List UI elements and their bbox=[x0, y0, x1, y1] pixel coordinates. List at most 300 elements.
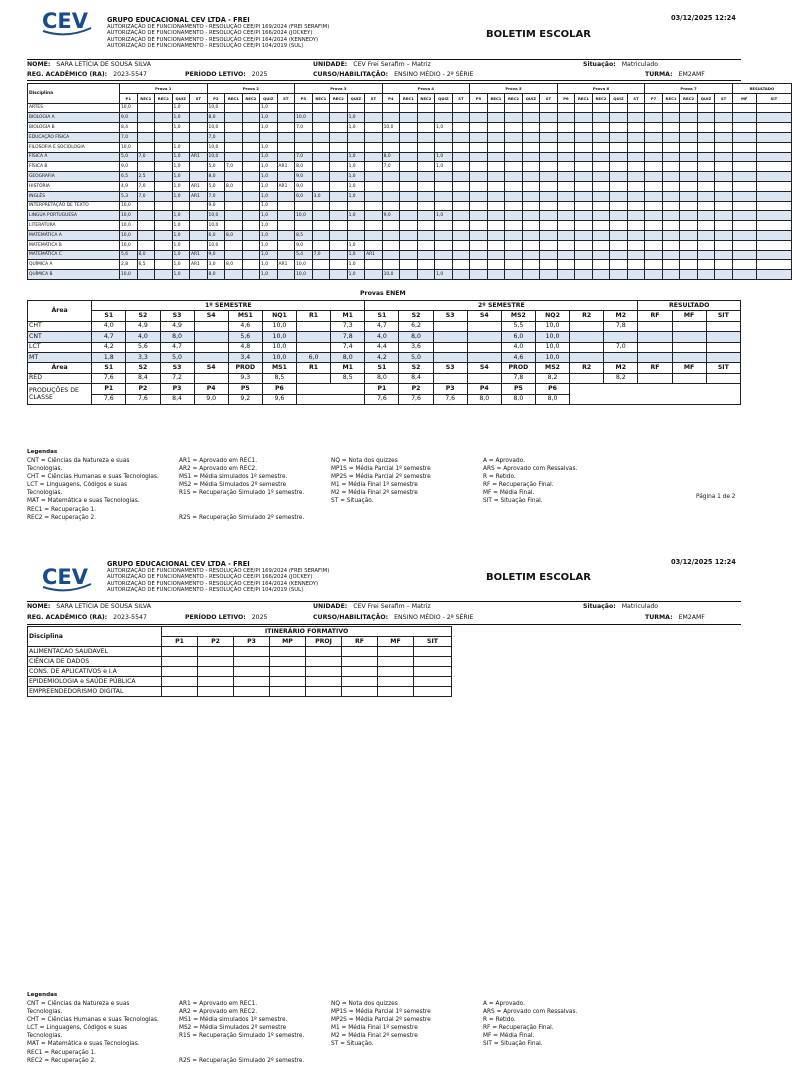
grade-cell bbox=[225, 172, 243, 182]
grade-cell bbox=[715, 142, 733, 152]
itinerary-group-header: ITINERÁRIO FORMATIVO bbox=[162, 627, 452, 637]
grade-cell bbox=[155, 172, 173, 182]
grade-cell bbox=[137, 113, 155, 123]
grade-cell bbox=[610, 211, 628, 221]
authorization-line: AUTORIZAÇÃO DE FUNCIONAMENTO - RESOLUÇÃO CEE/PI 169/2024 (FREI SERAFIM) bbox=[107, 568, 330, 574]
column-header: P5 bbox=[470, 93, 488, 103]
grade-cell: 5,6 bbox=[120, 250, 138, 260]
table-row bbox=[28, 221, 792, 231]
score-cell: 4,0 bbox=[126, 332, 160, 342]
grade-cell: 10,0 bbox=[120, 211, 138, 221]
grade-cell bbox=[400, 230, 418, 240]
grade-cell bbox=[137, 230, 155, 240]
grade-cell bbox=[382, 132, 400, 142]
grade-cell: 6,0 bbox=[207, 230, 225, 240]
grade-cell bbox=[435, 240, 453, 250]
grade-cell bbox=[715, 172, 733, 182]
grade-cell bbox=[715, 152, 733, 162]
grade-cell: 7,0 bbox=[137, 152, 155, 162]
score-cell: 5,6 bbox=[126, 342, 160, 352]
column-header: P1 bbox=[120, 93, 138, 103]
grade-cell bbox=[470, 240, 488, 250]
grade-cell bbox=[715, 162, 733, 172]
production-header bbox=[28, 384, 741, 394]
grade-cell bbox=[645, 250, 663, 260]
table-row bbox=[28, 321, 741, 331]
grade-cell bbox=[435, 181, 453, 191]
grade-cell bbox=[242, 152, 260, 162]
grade-cell bbox=[645, 181, 663, 191]
grade-cell bbox=[234, 657, 270, 667]
column-header: REC1 bbox=[575, 93, 593, 103]
svg-text:CEV: CEV bbox=[42, 565, 89, 589]
grade-cell bbox=[756, 191, 791, 201]
grade-cell bbox=[756, 240, 791, 250]
grade-cell: 7,0 bbox=[120, 132, 138, 142]
grade-cell bbox=[662, 270, 680, 280]
grade-cell bbox=[662, 260, 680, 270]
grade-cell bbox=[592, 123, 610, 133]
grade-cell bbox=[592, 132, 610, 142]
grade-cell bbox=[365, 123, 383, 133]
score-cell bbox=[638, 332, 672, 342]
grades-sub-header bbox=[28, 93, 792, 103]
grade-cell bbox=[225, 103, 243, 113]
score-cell bbox=[706, 332, 740, 342]
grade-cell bbox=[662, 181, 680, 191]
grade-cell bbox=[382, 191, 400, 201]
legend-entry: MP1S = Média Parcial 1º semestre bbox=[331, 466, 431, 473]
column-header: ST bbox=[452, 93, 470, 103]
grade-cell: 10,0 bbox=[295, 211, 313, 221]
grade-cell bbox=[378, 687, 414, 697]
ra-field: REG. ACADÊMICO (RA): 2023-5547 bbox=[27, 71, 147, 78]
table-row bbox=[28, 342, 741, 352]
grade-cell bbox=[435, 172, 453, 182]
column-header: REC2 bbox=[330, 93, 348, 103]
score-cell: 4,8 bbox=[228, 342, 262, 352]
grade-cell: 5,4 bbox=[295, 250, 313, 260]
grade-cell bbox=[312, 181, 330, 191]
authorization-line: AUTORIZAÇÃO DE FUNCIONAMENTO - RESOLUÇÃO CEE/PI 166/2024 (JOCKEY) bbox=[107, 30, 313, 37]
grade-cell bbox=[277, 270, 295, 280]
grade-cell bbox=[270, 667, 306, 677]
grade-cell bbox=[505, 181, 523, 191]
grade-cell: 1,0 bbox=[260, 201, 278, 211]
column-header: MF bbox=[378, 637, 414, 647]
legend-entry: R = Retido. bbox=[483, 474, 516, 481]
grade-cell bbox=[697, 132, 715, 142]
discipline-header: Disciplina bbox=[28, 84, 120, 104]
grade-cell bbox=[756, 113, 791, 123]
grade-cell: 1,0 bbox=[172, 172, 190, 182]
grade-cell bbox=[522, 260, 540, 270]
column-header: P5 bbox=[501, 384, 535, 394]
grade-cell bbox=[575, 103, 593, 113]
grade-cell: 1,0 bbox=[435, 211, 453, 221]
grade-cell bbox=[487, 142, 505, 152]
grade-cell bbox=[610, 162, 628, 172]
grade-cell bbox=[470, 201, 488, 211]
grade-cell bbox=[756, 162, 791, 172]
grade-cell bbox=[417, 132, 435, 142]
column-header: ST bbox=[277, 93, 295, 103]
grade-cell: 8,4 bbox=[120, 123, 138, 133]
grade-cell bbox=[400, 113, 418, 123]
table-row bbox=[28, 191, 792, 201]
grade-cell: 1,0 bbox=[172, 191, 190, 201]
grade-cell bbox=[627, 211, 645, 221]
grade-cell: 6,0 bbox=[295, 191, 313, 201]
table-row bbox=[28, 352, 741, 362]
grade-cell bbox=[610, 250, 628, 260]
grade-cell bbox=[155, 240, 173, 250]
column-header: S3 bbox=[433, 363, 467, 373]
column-header: QUIZ bbox=[697, 93, 715, 103]
grade-cell bbox=[295, 201, 313, 211]
grade-cell bbox=[417, 201, 435, 211]
legend-column bbox=[179, 457, 329, 522]
legend-entry: NQ = Nota dos quizzes bbox=[331, 1001, 398, 1007]
grade-cell bbox=[452, 142, 470, 152]
grade-cell bbox=[277, 221, 295, 231]
grade-cell bbox=[715, 181, 733, 191]
grade-cell bbox=[277, 211, 295, 221]
grade-cell bbox=[312, 260, 330, 270]
grade-cell: 9,0 bbox=[295, 240, 313, 250]
group-header: Prova 6 bbox=[557, 84, 645, 94]
grade-cell bbox=[137, 211, 155, 221]
grade-cell bbox=[540, 132, 558, 142]
grade-cell bbox=[277, 250, 295, 260]
grade-cell bbox=[645, 162, 663, 172]
score-cell bbox=[570, 321, 604, 331]
grade-cell bbox=[242, 142, 260, 152]
legend-entry: Tecnologias. bbox=[27, 1033, 63, 1040]
grade-cell bbox=[242, 172, 260, 182]
grade-cell bbox=[417, 221, 435, 231]
grade-cell bbox=[575, 240, 593, 250]
discipline-name: FILOSOFIA E SOCIOLOGIA bbox=[28, 142, 120, 152]
grade-cell bbox=[452, 260, 470, 270]
grade-cell: 10,0 bbox=[207, 240, 225, 250]
grade-cell bbox=[645, 113, 663, 123]
score-cell: 7,6 bbox=[92, 394, 126, 404]
grade-cell bbox=[242, 191, 260, 201]
grade-cell bbox=[715, 191, 733, 201]
table-row bbox=[28, 172, 792, 182]
grade-cell bbox=[522, 181, 540, 191]
grade-cell bbox=[190, 113, 208, 123]
grade-cell bbox=[452, 172, 470, 182]
table-row bbox=[28, 260, 792, 270]
grade-cell bbox=[505, 260, 523, 270]
grade-cell bbox=[487, 152, 505, 162]
grade-cell bbox=[540, 142, 558, 152]
discipline-name: FÍSICA B bbox=[28, 162, 120, 172]
grade-cell bbox=[470, 152, 488, 162]
grade-cell: AR1 bbox=[190, 191, 208, 201]
grade-cell: 8,0 bbox=[207, 113, 225, 123]
grade-cell bbox=[242, 250, 260, 260]
class-field: TURMA: EM2AMF bbox=[645, 614, 705, 621]
grade-cell bbox=[417, 230, 435, 240]
grade-cell bbox=[190, 201, 208, 211]
grade-cell bbox=[330, 221, 348, 231]
grade-cell bbox=[627, 142, 645, 152]
table-row bbox=[28, 250, 792, 260]
grade-cell bbox=[417, 181, 435, 191]
legend-entry bbox=[179, 497, 329, 505]
grade-cell bbox=[715, 240, 733, 250]
grade-cell bbox=[242, 181, 260, 191]
grade-cell bbox=[400, 132, 418, 142]
score-cell: 4,9 bbox=[160, 321, 194, 331]
column-header: S4 bbox=[467, 311, 501, 321]
grade-cell bbox=[417, 172, 435, 182]
discipline-name: MATEMÁTICA B bbox=[28, 240, 120, 250]
grade-cell bbox=[435, 250, 453, 260]
column-header: REC1 bbox=[225, 93, 243, 103]
score-cell: 8,0 bbox=[365, 373, 399, 383]
score-cell bbox=[433, 373, 467, 383]
column-header: P3 bbox=[160, 384, 194, 394]
column-header: M2 bbox=[604, 363, 638, 373]
grade-cell bbox=[172, 132, 190, 142]
column-header: MS1 bbox=[228, 311, 262, 321]
grade-cell bbox=[575, 123, 593, 133]
grade-cell bbox=[312, 103, 330, 113]
grade-cell bbox=[470, 221, 488, 231]
grade-cell bbox=[487, 191, 505, 201]
score-cell: 4,7 bbox=[92, 332, 126, 342]
grade-cell bbox=[522, 142, 540, 152]
legend-entry: RF = Recuperação Final. bbox=[483, 1025, 554, 1032]
column-header: P7 bbox=[645, 93, 663, 103]
grade-cell bbox=[732, 123, 756, 133]
grade-cell bbox=[342, 687, 378, 697]
legend-column bbox=[331, 457, 481, 506]
column-header: P6 bbox=[262, 384, 296, 394]
discipline-name: MATEMÁTICA A bbox=[28, 230, 120, 240]
grade-cell bbox=[756, 123, 791, 133]
grade-cell bbox=[697, 201, 715, 211]
grade-cell bbox=[732, 132, 756, 142]
grade-cell bbox=[557, 230, 575, 240]
score-cell: 4,2 bbox=[365, 352, 399, 362]
score-cell: 4,6 bbox=[228, 321, 262, 331]
grade-cell bbox=[610, 103, 628, 113]
table-row bbox=[28, 677, 452, 687]
grade-cell bbox=[680, 201, 698, 211]
grade-cell bbox=[732, 260, 756, 270]
grade-cell bbox=[417, 250, 435, 260]
grade-cell bbox=[400, 270, 418, 280]
grade-cell: 5,0 bbox=[120, 152, 138, 162]
grade-cell bbox=[347, 230, 365, 240]
grade-cell bbox=[557, 113, 575, 123]
authorization-line: AUTORIZAÇÃO DE FUNCIONAMENTO - RESOLUÇÃO CEE/PI 169/2024 (FREI SERAFIM) bbox=[107, 24, 330, 30]
grade-cell bbox=[715, 132, 733, 142]
column-header: S4 bbox=[194, 311, 228, 321]
grade-cell bbox=[225, 221, 243, 231]
legend-entry bbox=[179, 1040, 329, 1048]
grade-cell bbox=[662, 191, 680, 201]
grade-cell: 10,0 bbox=[120, 221, 138, 231]
grade-cell bbox=[417, 240, 435, 250]
grade-cell bbox=[697, 152, 715, 162]
grade-cell: 9,0 bbox=[295, 172, 313, 182]
grade-cell bbox=[155, 230, 173, 240]
grade-cell bbox=[575, 270, 593, 280]
grade-cell: 7,0 bbox=[295, 123, 313, 133]
discipline-name: FÍSICA A bbox=[28, 152, 120, 162]
grade-cell bbox=[575, 152, 593, 162]
grade-cell bbox=[680, 123, 698, 133]
grade-cell: AR1 bbox=[365, 250, 383, 260]
legend-entry: ARS = Aprovado com Ressalvas. bbox=[483, 466, 578, 473]
grade-cell bbox=[162, 667, 198, 677]
column-header: NQ2 bbox=[535, 311, 569, 321]
column-header: REC2 bbox=[242, 93, 260, 103]
legend-entry: MS2 = Média Simulados 2º semestre bbox=[179, 482, 287, 489]
grade-cell: AR1 bbox=[277, 181, 295, 191]
situation-field: Situação: Matriculado bbox=[583, 603, 659, 610]
grade-cell bbox=[162, 657, 198, 667]
discipline-name: EMPREENDEDORISMO DIGITAL bbox=[28, 687, 162, 697]
grade-cell bbox=[522, 250, 540, 260]
grade-cell bbox=[330, 172, 348, 182]
company-name: GRUPO EDUCACIONAL CEV LTDA - FREI bbox=[107, 16, 250, 24]
grade-cell: 1,0 bbox=[172, 123, 190, 133]
column-header: M1 bbox=[331, 311, 365, 321]
grade-cell bbox=[277, 123, 295, 133]
period-field: PERÍODO LETIVO: 2025 bbox=[185, 71, 268, 78]
group-header: Prova 2 bbox=[207, 84, 295, 94]
grade-cell bbox=[190, 270, 208, 280]
grade-cell bbox=[198, 667, 234, 677]
grade-cell bbox=[234, 647, 270, 657]
grade-cell bbox=[662, 132, 680, 142]
column-header: MF bbox=[672, 311, 706, 321]
grade-cell bbox=[382, 113, 400, 123]
grade-cell bbox=[414, 687, 452, 697]
grade-cell bbox=[540, 172, 558, 182]
grade-cell bbox=[645, 211, 663, 221]
grade-cell bbox=[610, 240, 628, 250]
grade-cell bbox=[382, 230, 400, 240]
column-header: P2 bbox=[198, 637, 234, 647]
grade-cell bbox=[505, 240, 523, 250]
score-cell: 7,6 bbox=[92, 373, 126, 383]
grade-cell bbox=[242, 201, 260, 211]
grade-cell bbox=[540, 201, 558, 211]
grade-cell bbox=[312, 132, 330, 142]
grade-cell bbox=[715, 250, 733, 260]
grade-cell bbox=[162, 687, 198, 697]
legend-entry: REC2 = Recuperação 2. bbox=[27, 1057, 97, 1064]
grade-cell: 7,0 bbox=[312, 250, 330, 260]
legend-column bbox=[483, 1000, 633, 1049]
grade-cell: 9,0 bbox=[207, 201, 225, 211]
discipline-name: ARTES bbox=[28, 103, 120, 113]
grade-cell bbox=[452, 221, 470, 231]
discipline-name: INTERPRETAÇÃO DE TEXTO bbox=[28, 201, 120, 211]
grade-cell bbox=[645, 191, 663, 201]
score-cell bbox=[433, 352, 467, 362]
discipline-name: INGLÊS bbox=[28, 191, 120, 201]
grade-cell: AR1 bbox=[277, 162, 295, 172]
legend-entry: ARS = Aprovado com Ressalvas. bbox=[483, 1009, 578, 1016]
ra-field: REG. ACADÊMICO (RA): 2023-5547 bbox=[27, 614, 147, 621]
grade-cell: 1,0 bbox=[172, 211, 190, 221]
column-header: MP bbox=[270, 637, 306, 647]
column-header: P3 bbox=[234, 637, 270, 647]
grade-cell bbox=[697, 162, 715, 172]
grade-cell bbox=[592, 221, 610, 231]
result-header: RESULTADO bbox=[638, 301, 741, 311]
legend-entry: AR2 = Aprovado em REC2. bbox=[179, 1009, 258, 1016]
grade-cell bbox=[347, 132, 365, 142]
grade-cell bbox=[295, 142, 313, 152]
column-header: MS1 bbox=[262, 363, 296, 373]
grade-cell bbox=[487, 250, 505, 260]
grade-cell bbox=[715, 270, 733, 280]
grade-cell bbox=[715, 260, 733, 270]
authorization-line: AUTORIZAÇÃO DE FUNCIONAMENTO - RESOLUÇÃO CEE/PI 164/2024 (KENNEDY) bbox=[107, 36, 319, 43]
grade-cell bbox=[162, 647, 198, 657]
grade-cell bbox=[522, 172, 540, 182]
grade-cell bbox=[414, 647, 452, 657]
grade-cell bbox=[645, 103, 663, 113]
grade-cell bbox=[400, 103, 418, 113]
column-header: S1 bbox=[92, 363, 126, 373]
grade-cell bbox=[575, 230, 593, 240]
column-header: MF bbox=[672, 363, 706, 373]
grade-cell bbox=[715, 230, 733, 240]
grade-cell bbox=[330, 250, 348, 260]
grade-cell bbox=[645, 152, 663, 162]
grade-cell: 1,0 bbox=[172, 113, 190, 123]
grade-cell bbox=[190, 123, 208, 133]
legend-entry: MS2 = Média Simulados 2º semestre bbox=[179, 1025, 287, 1032]
table-row bbox=[28, 181, 792, 191]
legend-entry: A = Aprovado. bbox=[483, 1001, 525, 1007]
grade-cell bbox=[505, 211, 523, 221]
score-cell bbox=[570, 373, 604, 383]
grade-cell bbox=[400, 181, 418, 191]
score-cell: 7,6 bbox=[365, 394, 399, 404]
area-name: LCT bbox=[28, 342, 92, 352]
grade-cell: 1,0 bbox=[260, 270, 278, 280]
grade-cell bbox=[452, 103, 470, 113]
grade-cell bbox=[452, 132, 470, 142]
grade-cell: 8,0 bbox=[225, 230, 243, 240]
score-cell: 10,0 bbox=[535, 352, 569, 362]
grade-cell bbox=[540, 162, 558, 172]
grade-cell bbox=[505, 152, 523, 162]
grade-cell bbox=[680, 230, 698, 240]
grade-cell bbox=[452, 113, 470, 123]
grade-cell bbox=[225, 191, 243, 201]
grade-cell bbox=[417, 113, 435, 123]
grade-cell bbox=[378, 657, 414, 667]
divider bbox=[27, 59, 741, 60]
grade-cell bbox=[697, 142, 715, 152]
grade-cell bbox=[365, 230, 383, 240]
grade-cell bbox=[732, 142, 756, 152]
grade-cell bbox=[557, 172, 575, 182]
